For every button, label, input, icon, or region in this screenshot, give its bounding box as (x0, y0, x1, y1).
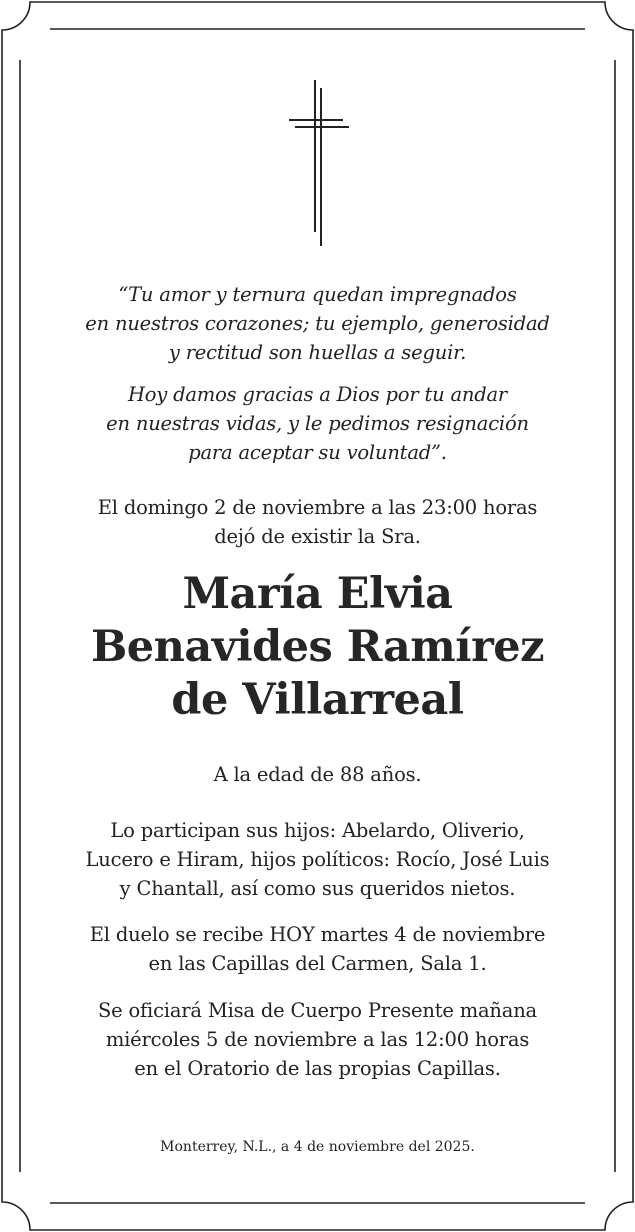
age-text: A la edad de 88 años. (213, 763, 422, 786)
family-line: Lucero e Hiram, hijos políticos: Rocío, José Luis (85, 848, 550, 871)
deceased-name (20, 568, 615, 727)
mass-line: Se oficiará Misa de Cuerpo Presente mañana (98, 999, 537, 1022)
mass-paragraph (30, 996, 605, 1083)
wake-paragraph (30, 920, 605, 978)
quote-line: en nuestras vidas, y le pedimos resignación (106, 412, 529, 435)
announcement-line: dejó de existir la Sra. (214, 525, 421, 548)
mass-line: miércoles 5 de noviembre a las 12:00 horas (105, 1028, 530, 1051)
wake-line: en las Capillas del Carmen, Sala 1. (148, 952, 487, 975)
family-line: y Chantall, así como sus queridos nietos. (119, 877, 516, 900)
quote-line: y rectitud son huellas a seguir. (168, 341, 467, 364)
death-announcement (30, 493, 605, 551)
quote-stanza-2 (40, 380, 595, 467)
quote-line: “Tu amor y ternura quedan impregnados (118, 283, 517, 306)
mass-line: en el Oratorio de las propias Capillas. (134, 1057, 501, 1080)
family-paragraph (30, 816, 605, 903)
quote-line: para aceptar su voluntad”. (188, 441, 447, 464)
age-line (30, 760, 605, 789)
cross-icon (286, 80, 350, 246)
name-line: María Elvia (182, 569, 453, 619)
quote-stanza-1 (40, 280, 595, 367)
family-line: Lo participan sus hijos: Abelardo, Oliverio, (110, 819, 525, 842)
name-line: Benavides Ramírez (90, 622, 545, 672)
wake-line: El duelo se recibe HOY martes 4 de noviembre (89, 923, 546, 946)
name-line: de Villarreal (171, 675, 464, 725)
quote-line: en nuestros corazones; tu ejemplo, generosidad (85, 312, 550, 335)
quote-line: Hoy damos gracias a Dios por tu andar (127, 383, 508, 406)
place-and-date: Monterrey, N.L., a 4 de noviembre del 2025. (160, 1139, 475, 1155)
announcement-line: El domingo 2 de noviembre a las 23:00 horas (97, 496, 538, 519)
